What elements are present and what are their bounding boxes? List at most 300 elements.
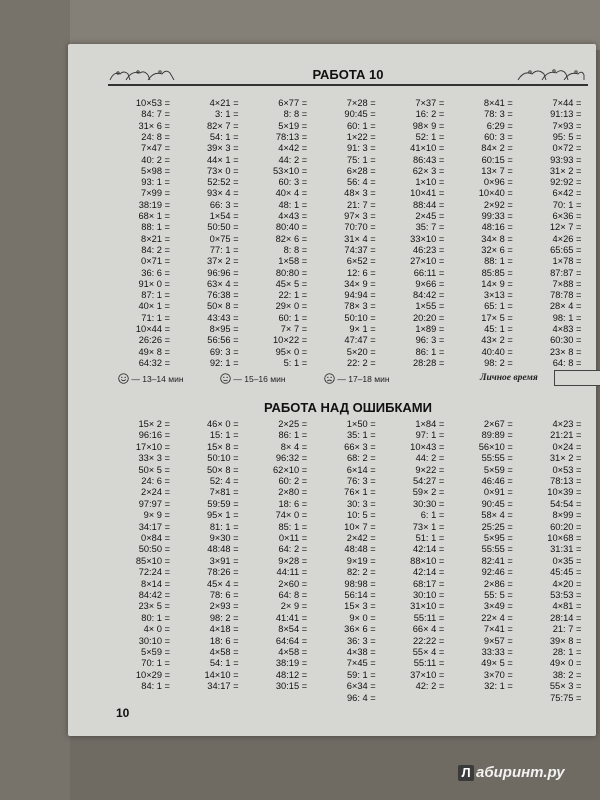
- exercise-cell: 78:26 =: [207, 567, 239, 578]
- exercise-cell: 0×24 =: [552, 441, 582, 452]
- legend-item-fast: [118, 373, 184, 384]
- exercise-cell: 93: 1 =: [141, 177, 170, 188]
- exercise-cell: 1×89 =: [415, 324, 445, 334]
- exercise-cell: 76× 1 =: [344, 487, 376, 498]
- exercise-cell: 34× 8 =: [481, 233, 513, 244]
- exercise-cell: 38: 2 =: [552, 669, 582, 680]
- exercise-cell: 78:13 =: [275, 131, 308, 142]
- exercise-cell: 33× 3 =: [138, 453, 170, 464]
- exercise-cell: 71: 1 =: [141, 312, 170, 323]
- exercise-cell: 23× 5 =: [138, 601, 170, 612]
- exercise-cell: 24: 8 =: [141, 131, 170, 142]
- exercise-cell: 95× 0 =: [275, 346, 308, 357]
- exercise-cell: 48:48 =: [344, 544, 376, 555]
- exercise-cell: 70:70 =: [344, 222, 376, 233]
- exercise-cell: 50:50 =: [207, 222, 239, 233]
- exercise-cell: 98: 2 =: [484, 357, 513, 368]
- exercise-cell: 6×77 =: [278, 98, 308, 108]
- exercise-cell: 8×14 =: [141, 578, 170, 589]
- exercise-cell: 3×13 =: [483, 290, 513, 301]
- exercise-cell: 50:10 =: [207, 453, 239, 464]
- exercise-cell: 5×98 =: [141, 165, 170, 176]
- exercise-cell: 34:17 =: [207, 681, 239, 692]
- exercise-cell: 8×99 =: [552, 510, 582, 521]
- exercise-cell: 80:80 =: [275, 267, 308, 278]
- exercise-cell: 10: 5 =: [347, 510, 376, 521]
- exercise-cell: 52: 4 =: [209, 476, 239, 486]
- exercise-cell: 10×40 =: [478, 188, 513, 199]
- exercise-cell: 94:94 =: [344, 290, 376, 301]
- exercise-cell: 70: 1 =: [552, 199, 582, 210]
- exercise-cell: 2×25 =: [278, 419, 308, 429]
- exercise-cell: 85: 1 =: [278, 521, 308, 532]
- legend-label-fast: — 13–14 мин: [131, 374, 184, 384]
- exercise-cell: 93:93 =: [550, 154, 582, 165]
- exercise-cell: 9× 0 =: [349, 612, 376, 623]
- exercise-cell: 86: 1 =: [278, 430, 308, 441]
- exercise-cell: 46:46 =: [481, 476, 513, 486]
- exercise-cell: 2×86 =: [483, 578, 513, 589]
- exercise-cell: 9×28 =: [278, 555, 308, 566]
- exercise-cell: 14×10 =: [204, 669, 239, 680]
- exercise-cell: 53:53 =: [550, 590, 582, 600]
- exercise-cell: 84× 2 =: [481, 143, 513, 154]
- legend-label-slow: — 17–18 мин: [337, 374, 390, 384]
- exercise-cell: 0×11 =: [278, 533, 308, 543]
- exercise-cell: 38:19 =: [275, 658, 308, 669]
- exercise-cell: 5×20 =: [346, 346, 376, 357]
- exercise-cell: 32: 1 =: [484, 681, 513, 692]
- exercise-cell: 6: 1 =: [420, 510, 445, 521]
- exercise-cell: 4×58 =: [278, 647, 308, 657]
- exercise-cell: 29× 0 =: [275, 301, 308, 312]
- exercise-cell: 50× 8 =: [207, 301, 239, 312]
- exercise-cell: 96: 3 =: [415, 335, 445, 346]
- exercise-cell: 75:75 =: [550, 692, 582, 703]
- exercise-cell: 40:40 =: [481, 346, 513, 357]
- exercise-cell: 36: 3 =: [347, 635, 376, 646]
- exercise-cell: 5×59 =: [141, 647, 170, 657]
- exercise-cell: 54:27 =: [413, 476, 445, 486]
- exercise-cell: 12: 6 =: [347, 267, 376, 278]
- exercise-cell: 8×41 =: [483, 98, 513, 108]
- exercise-cell: 0×72 =: [552, 143, 582, 154]
- exercise-cell: 44× 1 =: [207, 154, 239, 165]
- exercise-cell: 66× 3 =: [344, 441, 376, 452]
- exercise-cell: 56:14 =: [344, 590, 376, 600]
- exercise-cell: 12× 7 =: [549, 222, 582, 233]
- exercise-cell: 55:55 =: [481, 453, 513, 464]
- exercise-cell: 75: 1 =: [347, 154, 376, 165]
- exercise-cell: 1×22 =: [346, 131, 376, 142]
- exercise-cell: 22:22 =: [413, 635, 445, 646]
- exercise-cell: 4×18 =: [209, 624, 239, 635]
- exercise-cell: 69: 3 =: [209, 346, 239, 357]
- exercise-cell: 10×29 =: [135, 669, 170, 680]
- exercise-cell: 44: 2 =: [415, 453, 445, 464]
- exercise-cell: 0×91 =: [483, 487, 513, 498]
- exercise-cell: 92:46 =: [481, 567, 513, 578]
- exercise-cell: 74:37 =: [344, 244, 376, 255]
- exercise-cell: 40: 2 =: [141, 154, 170, 165]
- exercise-cell: 2×45 =: [415, 211, 445, 221]
- personal-time-box[interactable]: [554, 370, 600, 386]
- exercise-cell: 43× 2 =: [481, 335, 513, 346]
- exercise-cell: 59:59 =: [207, 498, 239, 509]
- exercise-cell: 7×47 =: [141, 143, 170, 154]
- exercise-cell: 37×10 =: [410, 669, 445, 680]
- exercise-cell: 15: 1 =: [209, 430, 239, 441]
- exercise-cell: 2×80 =: [278, 487, 308, 498]
- exercise-cell: 43:43 =: [207, 312, 239, 323]
- legend-label-medium: — 15–16 мин: [233, 374, 286, 384]
- exercise-cell: 51: 1 =: [415, 533, 445, 543]
- exercise-cell: 92:92 =: [550, 177, 582, 188]
- exercise-cell: 1×10 =: [415, 177, 445, 188]
- workbook-page: [68, 44, 596, 736]
- neutral-face-icon: [220, 373, 231, 384]
- exercise-cell: 45× 4 =: [207, 578, 239, 589]
- exercise-cell: 31× 2 =: [549, 453, 582, 464]
- exercise-cell: 91× 0 =: [138, 278, 170, 289]
- exercise-cell: 31× 6 =: [138, 120, 170, 131]
- exercise-cell: 88×10 =: [410, 555, 445, 566]
- exercise-cell: 4×43 =: [278, 211, 308, 221]
- exercise-cell: 84: 1 =: [141, 681, 170, 692]
- exercise-cell: 2×42 =: [346, 533, 376, 543]
- exercise-cell: 96: 4 =: [347, 692, 376, 703]
- exercise-cell: 60: 2 =: [278, 476, 308, 486]
- exercise-cell: 98× 9 =: [412, 120, 445, 131]
- exercise-cell: 7×41 =: [483, 624, 513, 635]
- exercise-cell: 49× 8 =: [138, 346, 170, 357]
- exercise-cell: 10×44 =: [135, 324, 170, 334]
- exercise-cell: 14× 9 =: [481, 278, 513, 289]
- exercise-cell: 2×67 =: [483, 419, 513, 429]
- exercise-cell: 4×42 =: [278, 143, 308, 154]
- exercise-cell: 21: 7 =: [347, 199, 376, 210]
- exercise-cell: 8×54 =: [278, 624, 308, 635]
- exercise-cell: 84:42 =: [413, 290, 445, 301]
- exercise-cell: 4×58 =: [209, 647, 239, 657]
- exercise-cell: 10× 7 =: [344, 521, 376, 532]
- exercise-cell: 86:43 =: [413, 154, 445, 165]
- exercise-cell: 6×28 =: [346, 165, 376, 176]
- exercise-cell: 9×66 =: [415, 278, 445, 289]
- exercise-cell: 97× 3 =: [344, 211, 376, 221]
- exercise-cell: 30:30 =: [413, 498, 445, 509]
- exercise-cell: 15× 3 =: [344, 601, 376, 612]
- exercise-cell: 5×59 =: [483, 464, 513, 475]
- exercise-cell: 30:10 =: [413, 590, 445, 600]
- exercise-cell: 54: 1 =: [209, 131, 239, 142]
- exercise-cell: 18: 6 =: [278, 498, 308, 509]
- exercise-cell: 41:41 =: [275, 612, 308, 623]
- exercise-cell: 91:13 =: [550, 109, 582, 120]
- exercise-cell: 59× 2 =: [412, 487, 445, 498]
- exercise-cell: 66× 4 =: [412, 624, 445, 635]
- exercise-cell: 9× 9 =: [143, 510, 170, 521]
- exercise-cell: 39× 3 =: [207, 143, 239, 154]
- exercise-cell: 80: 1 =: [141, 612, 170, 623]
- exercise-cell: 35: 7 =: [415, 222, 445, 233]
- exercise-cell: 82:41 =: [481, 555, 513, 566]
- exercise-cell: 5×95 =: [483, 533, 513, 543]
- exercise-cell: 3×49 =: [483, 601, 513, 612]
- exercise-cell: 0×35 =: [552, 555, 582, 566]
- exercise-cell: 33:33 =: [481, 647, 513, 657]
- exercise-cell: 21: 7 =: [552, 624, 582, 635]
- exercise-cell: 9×57 =: [483, 635, 513, 646]
- exercise-cell: 73× 0 =: [207, 165, 239, 176]
- exercise-cell: 2×93 =: [209, 601, 239, 612]
- exercise-cell: 88: 1 =: [484, 256, 513, 267]
- exercise-cell: 53×10 =: [273, 165, 308, 176]
- exercise-cell: 10×53 =: [135, 98, 170, 108]
- exercise-cell: 0×75 =: [209, 233, 239, 244]
- watermark: [458, 764, 565, 781]
- exercise-cell: 6×14 =: [346, 464, 376, 475]
- exercise-cell: 92: 1 =: [209, 357, 239, 368]
- exercise-cell: 10×43 =: [410, 441, 445, 452]
- exercise-cell: 65:65 =: [550, 244, 582, 255]
- exercise-cell: 2×24 =: [141, 487, 170, 498]
- exercise-cell: 7×99 =: [141, 188, 170, 199]
- exercise-cell: 6×34 =: [346, 681, 376, 692]
- exercise-cell: 64:64 =: [275, 635, 308, 646]
- exercise-cell: 1×55 =: [415, 301, 445, 312]
- exercise-cell: 8×21 =: [141, 233, 170, 244]
- exercise-cell: 68× 1 =: [138, 211, 170, 221]
- exercise-cell: 72:24 =: [138, 567, 170, 578]
- exercise-cell: 13× 7 =: [481, 165, 513, 176]
- exercise-cell: 85×10 =: [135, 555, 170, 566]
- exercise-cell: 1×58 =: [278, 256, 308, 267]
- exercise-cell: 85:85 =: [481, 267, 513, 278]
- exercise-cell: 55:11 =: [413, 612, 445, 623]
- exercise-cell: 22: 2 =: [347, 357, 376, 368]
- exercise-cell: 87: 1 =: [141, 290, 170, 301]
- exercise-cell: 31× 4 =: [344, 233, 376, 244]
- exercise-cell: 17× 5 =: [481, 312, 513, 323]
- exercise-cell: 2× 9 =: [280, 601, 308, 612]
- exercise-cell: 4×38 =: [346, 647, 376, 657]
- exercise-cell: 96:32 =: [275, 453, 308, 464]
- exercise-cell: 49× 5 =: [481, 658, 513, 669]
- exercise-cell: 42:14 =: [413, 544, 445, 555]
- exercise-cell: 5: 1 =: [283, 357, 308, 368]
- exercise-cell: 17×10 =: [135, 441, 170, 452]
- exercise-cell: 86: 1 =: [415, 346, 445, 357]
- exercise-cell: 96:96 =: [207, 267, 239, 278]
- exercise-cell: 50:10 =: [344, 312, 376, 323]
- exercise-cell: 4×83 =: [552, 324, 582, 334]
- exercise-cell: 15× 2 =: [138, 419, 170, 429]
- exercise-cell: 70: 1 =: [141, 658, 170, 669]
- exercise-cell: 6×42 =: [552, 188, 582, 199]
- exercise-cell: 68: 2 =: [347, 453, 376, 464]
- exercise-cell: 1×84 =: [415, 419, 445, 429]
- exercise-cell: 1×54 =: [209, 211, 239, 221]
- exercise-cell: 28:28 =: [413, 357, 445, 368]
- exercise-cell: 4×26 =: [552, 233, 582, 244]
- exercise-cell: 2×60 =: [278, 578, 308, 589]
- exercise-cell: 8: 8 =: [283, 244, 308, 255]
- exercise-cell: 66:11 =: [413, 267, 445, 278]
- exercise-cell: 68:17 =: [413, 578, 445, 589]
- exercise-cell: 4×23 =: [552, 419, 582, 429]
- exercise-cell: 34× 9 =: [344, 278, 376, 289]
- exercise-cell: 32× 6 =: [481, 244, 513, 255]
- exercise-cell: 78:78 =: [550, 290, 582, 301]
- exercise-cell: 16: 2 =: [415, 109, 445, 120]
- exercise-cell: 34:17 =: [138, 521, 170, 532]
- exercise-cell: 60:15 =: [481, 154, 513, 165]
- exercise-cell: 95× 1 =: [207, 510, 239, 521]
- exercise-cell: 55× 4 =: [412, 647, 445, 657]
- exercise-cell: 9× 1 =: [349, 324, 376, 334]
- exercise-cell: 7×44 =: [552, 98, 582, 108]
- exercise-cell: 25:25 =: [481, 521, 513, 532]
- exercise-cell: 15× 8 =: [207, 441, 239, 452]
- exercise-cell: 64: 8 =: [552, 357, 582, 368]
- exercise-cell: 54: 1 =: [209, 658, 239, 669]
- exercise-cell: 24: 6 =: [141, 476, 170, 486]
- exercise-cell: 60: 3 =: [278, 177, 308, 188]
- exercise-cell: 45: 1 =: [484, 324, 513, 334]
- exercise-cell: 56×10 =: [478, 441, 513, 452]
- exercise-cell: 60: 1 =: [347, 120, 376, 131]
- exercise-cell: 10×22 =: [273, 335, 308, 346]
- exercise-cell: 93× 4 =: [207, 188, 239, 199]
- exercise-cell: 50× 8 =: [207, 464, 239, 475]
- exercise-cell: 64: 8 =: [278, 590, 308, 600]
- exercise-cell: 7×37 =: [415, 98, 445, 108]
- exercise-cell: 10×41 =: [410, 188, 445, 199]
- exercise-cell: 60: 1 =: [278, 312, 308, 323]
- exercise-cell: 3×91 =: [209, 555, 239, 566]
- exercise-cell: 90:45 =: [481, 498, 513, 509]
- exercise-cell: 40× 1 =: [138, 301, 170, 312]
- exercise-cell: 9×22 =: [415, 464, 445, 475]
- exercise-cell: 55: 5 =: [484, 590, 513, 600]
- background-top: [0, 0, 600, 50]
- exercise-cell: 7× 7 =: [280, 324, 308, 334]
- exercise-cell: 80:40 =: [275, 222, 308, 233]
- exercise-cell: 48:48 =: [207, 544, 239, 555]
- background-left: [0, 0, 70, 800]
- exercise-cell: 89:89 =: [481, 430, 513, 441]
- exercise-cell: 82× 7 =: [207, 120, 239, 131]
- exercise-cell: 90:45 =: [344, 109, 376, 120]
- exercise-cell: 10×39 =: [547, 487, 582, 498]
- time-legend: [116, 370, 576, 388]
- exercise-cell: 28× 4 =: [549, 301, 582, 312]
- exercise-cell: 62×10 =: [273, 464, 308, 475]
- exercise-cell: 50× 5 =: [138, 464, 170, 475]
- exercise-cell: 56: 4 =: [347, 177, 376, 188]
- exercise-cell: 50:50 =: [138, 544, 170, 555]
- page-number: 10: [116, 706, 130, 720]
- exercise-cell: 9×19 =: [346, 555, 376, 566]
- exercise-cell: 63× 4 =: [207, 278, 239, 289]
- labirint-logo-icon: Л: [458, 765, 474, 781]
- header-rule: [108, 84, 588, 86]
- exercise-cell: 98:98 =: [344, 578, 376, 589]
- exercise-cell: 76:38 =: [207, 290, 239, 301]
- exercise-cell: 4×21 =: [209, 98, 239, 108]
- exercise-cell: 27×10 =: [410, 256, 445, 267]
- watermark-text: абиринт.ру: [476, 764, 565, 781]
- exercise-cell: 58× 4 =: [481, 510, 513, 521]
- animals-illustration-icon: [516, 66, 586, 82]
- exercise-cell: 74× 0 =: [275, 510, 308, 521]
- exercise-cell: 36× 6 =: [344, 624, 376, 635]
- exercise-cell: 88:44 =: [413, 199, 445, 210]
- work-header: [108, 64, 588, 86]
- exercise-cell: 62× 3 =: [412, 165, 445, 176]
- exercise-cell: 54:54 =: [550, 498, 582, 509]
- exercise-cell: 31× 2 =: [549, 165, 582, 176]
- exercise-cell: 0×96 =: [483, 177, 513, 188]
- exercise-cell: 8: 8 =: [283, 109, 308, 120]
- exercise-cell: 33×10 =: [410, 233, 445, 244]
- exercise-cell: 45:45 =: [550, 567, 582, 578]
- exercise-cell: 30:10 =: [138, 635, 170, 646]
- exercise-cell: 1×78 =: [552, 256, 582, 267]
- exercise-cell: 7×88 =: [552, 278, 582, 289]
- exercise-cell: 64:32 =: [138, 357, 170, 368]
- exercise-cell: 31:31 =: [550, 544, 582, 555]
- exercise-cell: 97: 1 =: [415, 430, 445, 441]
- exercise-cell: 28: 1 =: [552, 647, 582, 657]
- exercise-cell: 42: 2 =: [415, 681, 445, 692]
- exercise-cell: 59: 1 =: [347, 669, 376, 680]
- exercise-cell: 18: 6 =: [209, 635, 239, 646]
- exercise-cell: 98: 2 =: [209, 612, 239, 623]
- exercise-cell: 30: 3 =: [347, 498, 376, 509]
- exercise-cell: 21:21 =: [550, 430, 582, 441]
- exercise-cell: 81: 1 =: [209, 521, 239, 532]
- corrections-title: РАБОТА НАД ОШИБКАМИ: [264, 400, 432, 415]
- exercise-cell: 97:97 =: [138, 498, 170, 509]
- exercise-cell: 78: 6 =: [209, 590, 239, 600]
- exercise-cell: 4×81 =: [552, 601, 582, 612]
- exercise-cell: 23× 8 =: [549, 346, 582, 357]
- exercise-cell: 84:42 =: [138, 590, 170, 600]
- exercise-cell: 84: 2 =: [141, 244, 170, 255]
- exercise-cell: 6×52 =: [346, 256, 376, 267]
- exercise-cell: 36: 6 =: [141, 267, 170, 278]
- exercise-cell: 78:13 =: [550, 476, 582, 486]
- exercise-cell: 46:23 =: [413, 244, 445, 255]
- exercise-cell: 55:55 =: [481, 544, 513, 555]
- exercise-cell: 82× 6 =: [275, 233, 308, 244]
- exercise-cell: 96:16 =: [138, 430, 170, 441]
- exercise-cell: 87:87 =: [550, 267, 582, 278]
- exercise-cell: 42:14 =: [413, 567, 445, 578]
- exercise-cell: 1×50 =: [346, 419, 376, 429]
- exercise-cell: 7×93 =: [552, 120, 582, 131]
- legend-item-slow: [324, 373, 390, 384]
- exercise-cell: 28:14 =: [550, 612, 582, 623]
- exercise-cell: 73× 1 =: [412, 521, 445, 532]
- exercise-cell: 44:11 =: [276, 567, 308, 578]
- exercise-cell: 91: 3 =: [347, 143, 376, 154]
- exercise-cell: 45× 5 =: [275, 278, 308, 289]
- exercise-cell: 84: 7 =: [141, 109, 170, 120]
- exercise-cell: 3: 1 =: [215, 109, 239, 120]
